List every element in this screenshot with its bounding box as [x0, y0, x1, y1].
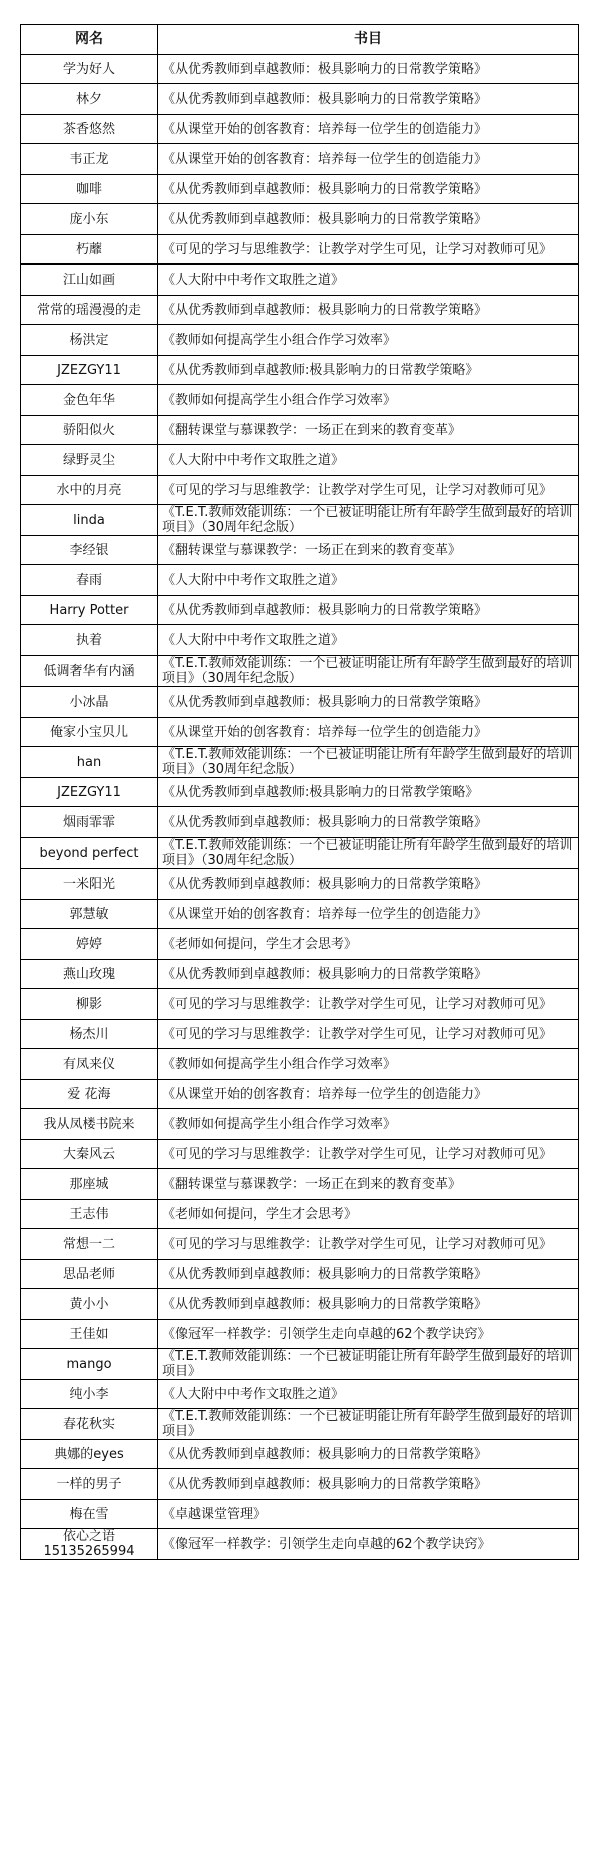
cell-name: 学为好人	[21, 55, 158, 84]
cell-book: 《从优秀教师到卓越教师：极具影响力的日常教学策略》	[158, 1469, 579, 1500]
table-row	[21, 1320, 579, 1349]
cell-book: 《翻转课堂与慕课教学：一场正在到来的教育变革》	[158, 1169, 579, 1200]
header-name: 网名	[21, 25, 158, 55]
cell-book: 《从优秀教师到卓越教师：极具影响力的日常教学策略》	[158, 1440, 579, 1469]
cell-name: 朽蘼	[21, 235, 158, 265]
cell-book: 《T.E.T.教师效能训练：一个已被证明能让所有年龄学生做到最好的培训项目》（30周年纪念版）	[158, 656, 579, 687]
cell-book: 《从优秀教师到卓越教师：极具影响力的日常教学策略》	[158, 175, 579, 204]
cell-name: 那座城	[21, 1169, 158, 1200]
table-row	[21, 1529, 579, 1560]
cell-name: 林夕	[21, 84, 158, 115]
cell-name: 爱 花海	[21, 1080, 158, 1109]
table-row	[21, 565, 579, 596]
cell-name: 常想一二	[21, 1229, 158, 1260]
cell-book: 《从优秀教师到卓越教师：极具影响力的日常教学策略》	[158, 84, 579, 115]
cell-name: 茶香悠然	[21, 115, 158, 144]
table-row	[21, 960, 579, 989]
table-row	[21, 264, 579, 296]
table-row	[21, 869, 579, 900]
cell-name: 典娜的eyes	[21, 1440, 158, 1469]
table-row	[21, 1289, 579, 1320]
cell-name: 婷婷	[21, 929, 158, 960]
table-row	[21, 476, 579, 505]
cell-name: 黄小小	[21, 1289, 158, 1320]
table-row	[21, 687, 579, 718]
table-row	[21, 445, 579, 476]
cell-name: 执着	[21, 625, 158, 656]
cell-name: 我从凤楼书院来	[21, 1109, 158, 1140]
cell-name: 咖啡	[21, 175, 158, 204]
cell-book: 《从优秀教师到卓越教师：极具影响力的日常教学策略》	[158, 596, 579, 625]
cell-name: 小冰晶	[21, 687, 158, 718]
table-row	[21, 356, 579, 385]
cell-book: 《从课堂开始的创客教育：培养每一位学生的创造能力》	[158, 115, 579, 144]
cell-book: 《从优秀教师到卓越教师：极具影响力的日常教学策略》	[158, 687, 579, 718]
cell-name: JZEZGY11	[21, 356, 158, 385]
table-row	[21, 1260, 579, 1289]
table-row	[21, 115, 579, 144]
cell-book: 《教师如何提高学生小组合作学习效率》	[158, 325, 579, 356]
table-row	[21, 625, 579, 656]
cell-name: 一米阳光	[21, 869, 158, 900]
table-row	[21, 55, 579, 84]
cell-book: 《人大附中中考作文取胜之道》	[158, 264, 579, 296]
cell-book: 《教师如何提高学生小组合作学习效率》	[158, 385, 579, 416]
table-row	[21, 1469, 579, 1500]
cell-name: 韦正龙	[21, 144, 158, 175]
cell-name: 庞小东	[21, 204, 158, 235]
cell-book: 《从优秀教师到卓越教师：极具影响力的日常教学策略》	[158, 55, 579, 84]
table-row	[21, 1229, 579, 1260]
cell-book: 《可见的学习与思维教学：让教学对学生可见，让学习对教师可见》	[158, 476, 579, 505]
cell-book: 《老师如何提问，学生才会思考》	[158, 929, 579, 960]
table-row	[21, 596, 579, 625]
cell-name: 绿野灵尘	[21, 445, 158, 476]
cell-book: 《从优秀教师到卓越教师：极具影响力的日常教学策略》	[158, 1289, 579, 1320]
table-row	[21, 778, 579, 807]
table-row	[21, 929, 579, 960]
cell-book: 《可见的学习与思维教学：让教学对学生可见，让学习对教师可见》	[158, 1229, 579, 1260]
cell-book: 《从优秀教师到卓越教师：极具影响力的日常教学策略》	[158, 204, 579, 235]
table-row	[21, 1140, 579, 1169]
table-row	[21, 718, 579, 747]
cell-book: 《人大附中中考作文取胜之道》	[158, 565, 579, 596]
cell-name: 低调奢华有内涵	[21, 656, 158, 687]
cell-name: 春雨	[21, 565, 158, 596]
table-row	[21, 1169, 579, 1200]
table-row	[21, 807, 579, 838]
cell-book: 《可见的学习与思维教学：让教学对学生可见，让学习对教师可见》	[158, 989, 579, 1020]
cell-book: 《从优秀教师到卓越教师：极具影响力的日常教学策略》	[158, 296, 579, 325]
cell-name: 燕山玫瑰	[21, 960, 158, 989]
cell-name: 大秦风云	[21, 1140, 158, 1169]
cell-name: 杨洪定	[21, 325, 158, 356]
cell-book: 《T.E.T.教师效能训练：一个已被证明能让所有年龄学生做到最好的培训项目》	[158, 1349, 579, 1380]
cell-name: beyond perfect	[21, 838, 158, 869]
cell-name: 江山如画	[21, 264, 158, 296]
table-row	[21, 1049, 579, 1080]
cell-name: 骄阳似火	[21, 416, 158, 445]
table-row	[21, 296, 579, 325]
cell-book: 《人大附中中考作文取胜之道》	[158, 625, 579, 656]
cell-book: 《从课堂开始的创客教育：培养每一位学生的创造能力》	[158, 1080, 579, 1109]
table-row	[21, 505, 579, 536]
cell-name: 常常的瑶漫漫的走	[21, 296, 158, 325]
cell-book: 《T.E.T.教师效能训练：一个已被证明能让所有年龄学生做到最好的培训项目》（30周年纪念版）	[158, 747, 579, 778]
table-row	[21, 1440, 579, 1469]
table-row	[21, 900, 579, 929]
cell-name: 烟雨霏霏	[21, 807, 158, 838]
header-book: 书目	[158, 25, 579, 55]
cell-name: han	[21, 747, 158, 778]
reading-list-table	[20, 24, 579, 1560]
table-row	[21, 656, 579, 687]
cell-name: Harry Potter	[21, 596, 158, 625]
cell-book: 《从优秀教师到卓越教师:极具影响力的日常教学策略》	[158, 778, 579, 807]
cell-book: 《可见的学习与思维教学：让教学对学生可见，让学习对教师可见》	[158, 235, 579, 265]
table-row	[21, 385, 579, 416]
cell-book: 《T.E.T.教师效能训练：一个已被证明能让所有年龄学生做到最好的培训项目》	[158, 1409, 579, 1440]
cell-book: 《从优秀教师到卓越教师：极具影响力的日常教学策略》	[158, 960, 579, 989]
cell-book: 《人大附中中考作文取胜之道》	[158, 445, 579, 476]
cell-book: 《从优秀教师到卓越教师：极具影响力的日常教学策略》	[158, 1260, 579, 1289]
cell-name: 有凤来仪	[21, 1049, 158, 1080]
cell-name: JZEZGY11	[21, 778, 158, 807]
table-row	[21, 536, 579, 565]
table-row	[21, 84, 579, 115]
cell-name: 水中的月亮	[21, 476, 158, 505]
cell-name: mango	[21, 1349, 158, 1380]
cell-name: 依心之语15135265994	[21, 1529, 158, 1560]
cell-name: 郭慧敏	[21, 900, 158, 929]
cell-book: 《老师如何提问，学生才会思考》	[158, 1200, 579, 1229]
cell-name: 春花秋实	[21, 1409, 158, 1440]
cell-name: 杨杰川	[21, 1020, 158, 1049]
cell-book: 《T.E.T.教师效能训练：一个已被证明能让所有年龄学生做到最好的培训项目》（30周年纪念版）	[158, 505, 579, 536]
cell-name: 纯小李	[21, 1380, 158, 1409]
cell-name: 李经银	[21, 536, 158, 565]
cell-book: 《从优秀教师到卓越教师：极具影响力的日常教学策略》	[158, 869, 579, 900]
table-row	[21, 747, 579, 778]
cell-book: 《从优秀教师到卓越教师：极具影响力的日常教学策略》	[158, 807, 579, 838]
table-row	[21, 838, 579, 869]
table-row	[21, 1020, 579, 1049]
table-row	[21, 235, 579, 265]
cell-name: 思品老师	[21, 1260, 158, 1289]
cell-book: 《可见的学习与思维教学：让教学对学生可见，让学习对教师可见》	[158, 1020, 579, 1049]
cell-book: 《从课堂开始的创客教育：培养每一位学生的创造能力》	[158, 718, 579, 747]
table-row	[21, 204, 579, 235]
table-row	[21, 1200, 579, 1229]
cell-book: 《可见的学习与思维教学：让教学对学生可见，让学习对教师可见》	[158, 1140, 579, 1169]
cell-name: 一样的男子	[21, 1469, 158, 1500]
table-row	[21, 1409, 579, 1440]
cell-name: 金色年华	[21, 385, 158, 416]
cell-book: 《像冠军一样教学：引领学生走向卓越的62个教学诀窍》	[158, 1529, 579, 1560]
table-row	[21, 989, 579, 1020]
cell-book: 《从优秀教师到卓越教师:极具影响力的日常教学策略》	[158, 356, 579, 385]
cell-name: 王志伟	[21, 1200, 158, 1229]
cell-book: 《像冠军一样教学：引领学生走向卓越的62个教学诀窍》	[158, 1320, 579, 1349]
table-row	[21, 1080, 579, 1109]
cell-name: 王佳如	[21, 1320, 158, 1349]
table-row	[21, 416, 579, 445]
cell-name: 梅在雪	[21, 1500, 158, 1529]
cell-name: 柳影	[21, 989, 158, 1020]
cell-book: 《从课堂开始的创客教育：培养每一位学生的创造能力》	[158, 900, 579, 929]
header-row	[21, 25, 579, 55]
cell-book: 《翻转课堂与慕课教学：一场正在到来的教育变革》	[158, 416, 579, 445]
cell-book: 《教师如何提高学生小组合作学习效率》	[158, 1049, 579, 1080]
table-row	[21, 175, 579, 204]
cell-name: linda	[21, 505, 158, 536]
table-row	[21, 1380, 579, 1409]
table-body	[21, 55, 579, 1560]
cell-book: 《T.E.T.教师效能训练：一个已被证明能让所有年龄学生做到最好的培训项目》（30周年纪念版）	[158, 838, 579, 869]
cell-book: 《从课堂开始的创客教育：培养每一位学生的创造能力》	[158, 144, 579, 175]
table-row	[21, 1109, 579, 1140]
table-row	[21, 325, 579, 356]
table-row	[21, 144, 579, 175]
table-row	[21, 1500, 579, 1529]
cell-book: 《翻转课堂与慕课教学：一场正在到来的教育变革》	[158, 536, 579, 565]
cell-book: 《教师如何提高学生小组合作学习效率》	[158, 1109, 579, 1140]
table-row	[21, 1349, 579, 1380]
cell-book: 《卓越课堂管理》	[158, 1500, 579, 1529]
cell-name: 俺家小宝贝儿	[21, 718, 158, 747]
cell-book: 《人大附中中考作文取胜之道》	[158, 1380, 579, 1409]
